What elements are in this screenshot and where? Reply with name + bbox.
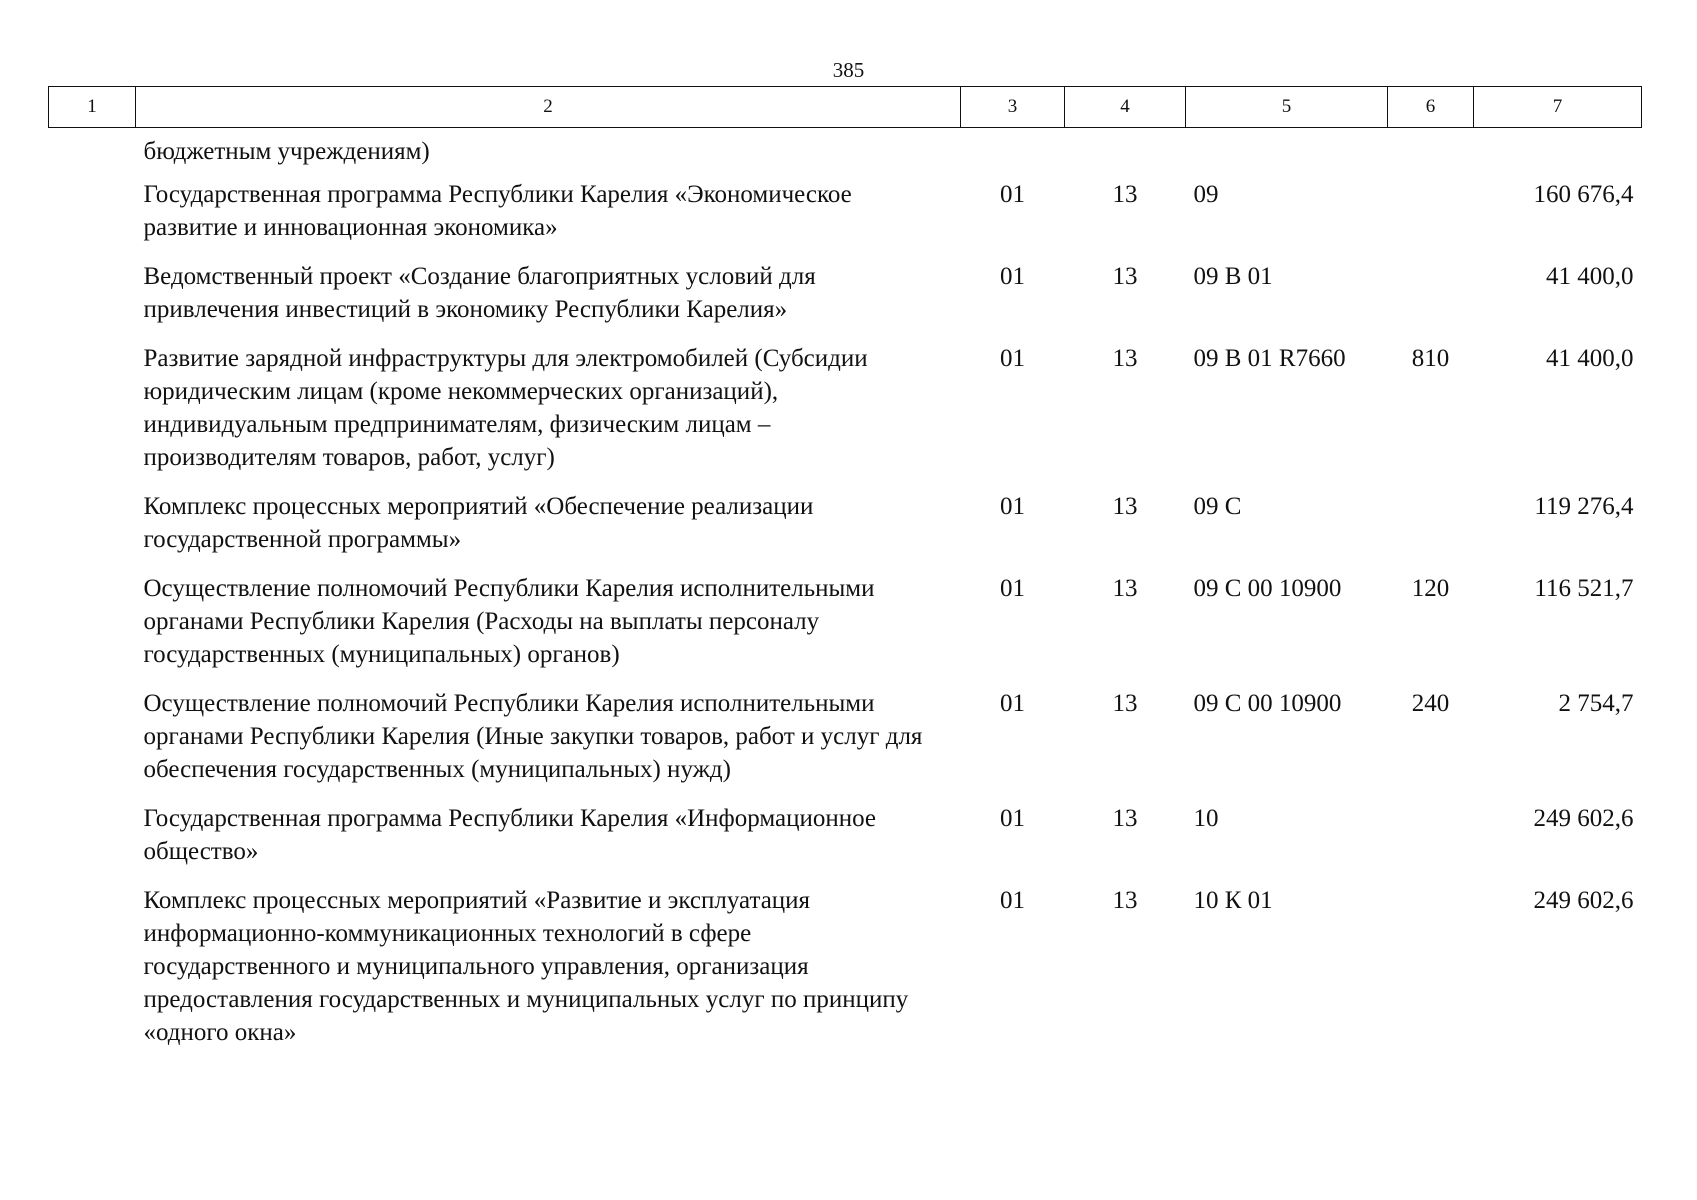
target-article-cell: 09 bbox=[1193, 181, 1219, 208]
expense-name-cell: Осуществление полномочий Республики Карелия исполнительными органами Республики Карелия (Расходы на выплаты персоналу государственных (муниципальных) органов) bbox=[143, 575, 875, 668]
amount-cell: 41 400,0 bbox=[1546, 345, 1634, 372]
budget-table bbox=[48, 86, 1642, 1065]
row-index-cell bbox=[49, 687, 136, 802]
expense-type-cell bbox=[1388, 884, 1474, 1065]
amount-cell: 41 400,0 bbox=[1546, 263, 1634, 290]
amount-cell bbox=[1474, 128, 1642, 179]
column-header: 4 bbox=[1065, 87, 1186, 128]
expense-name-cell: Государственная программа Республики Карелия «Экономическое развитие и инновационная экономика» bbox=[143, 181, 852, 241]
table-row bbox=[49, 884, 1642, 1065]
expense-type-cell: 240 bbox=[1411, 690, 1450, 717]
section-cell bbox=[961, 128, 1065, 179]
column-header: 6 bbox=[1388, 87, 1474, 128]
row-index-cell bbox=[49, 572, 136, 687]
target-article-cell: 09 С 00 10900 bbox=[1193, 575, 1342, 602]
expense-name-cell: Государственная программа Республики Карелия «Информационное общество» bbox=[143, 805, 877, 865]
section-cell: 01 bbox=[1000, 263, 1025, 290]
amount-cell: 116 521,7 bbox=[1534, 575, 1634, 602]
target-article-cell: 10 К 01 bbox=[1193, 887, 1273, 914]
expense-type-cell bbox=[1388, 802, 1474, 884]
amount-cell: 160 676,4 bbox=[1533, 181, 1634, 208]
expense-name-cell: Развитие зарядной инфраструктуры для электромобилей (Субсидии юридическим лицам (кроме некоммерческих организаций), индивидуальным предпринимателям, физическим лицам – производителям товаров, работ, услуг) bbox=[143, 345, 868, 471]
section-cell: 01 bbox=[1000, 575, 1025, 602]
subsection-cell: 13 bbox=[1112, 181, 1138, 208]
expense-name-cell: Комплекс процессных мероприятий «Обеспечение реализации государственной программы» bbox=[143, 493, 814, 553]
expense-name-cell: бюджетным учреждениям) bbox=[143, 138, 430, 165]
subsection-cell: 13 bbox=[1112, 887, 1138, 914]
target-article-cell: 09 С bbox=[1193, 493, 1242, 520]
table-row bbox=[49, 687, 1642, 802]
column-header: 7 bbox=[1474, 87, 1642, 128]
row-index-cell bbox=[49, 490, 136, 572]
subsection-cell: 13 bbox=[1112, 805, 1138, 832]
subsection-cell: 13 bbox=[1112, 345, 1138, 372]
table-row bbox=[49, 342, 1642, 490]
target-article-cell: 09 В 01 R7660 bbox=[1193, 345, 1346, 372]
column-number-header bbox=[49, 87, 1642, 128]
target-article-cell: 09 В 01 bbox=[1193, 263, 1273, 290]
expense-name-cell: Комплекс процессных мероприятий «Развитие и эксплуатация информационно-коммуникационных технологий в сфере государственного и муниципального управления, организация предоставления государственных и муниципальных услуг по принципу «одного окна» bbox=[143, 887, 909, 1046]
expense-type-cell bbox=[1388, 128, 1474, 179]
section-cell: 01 bbox=[1000, 345, 1025, 372]
page-number: 385 bbox=[832, 58, 865, 82]
target-article-cell: 10 bbox=[1193, 805, 1219, 832]
amount-cell: 2 754,7 bbox=[1558, 690, 1634, 717]
table-row bbox=[49, 178, 1642, 260]
section-cell: 01 bbox=[1000, 690, 1025, 717]
expense-type-cell bbox=[1388, 260, 1474, 342]
row-index-cell bbox=[49, 342, 136, 490]
table-row bbox=[49, 260, 1642, 342]
row-index-cell bbox=[49, 802, 136, 884]
expense-name-cell: Ведомственный проект «Создание благоприятных условий для привлечения инвестиций в экономику Республики Карелия» bbox=[143, 263, 816, 323]
expense-type-cell: 810 bbox=[1411, 345, 1450, 372]
column-header: 1 bbox=[49, 87, 136, 128]
amount-cell: 249 602,6 bbox=[1533, 805, 1634, 832]
row-index-cell bbox=[49, 178, 136, 260]
target-article-cell: 09 С 00 10900 bbox=[1193, 690, 1342, 717]
row-index-cell bbox=[49, 260, 136, 342]
expense-type-cell: 120 bbox=[1411, 575, 1450, 602]
subsection-cell: 13 bbox=[1112, 575, 1138, 602]
table-row bbox=[49, 128, 1642, 179]
expense-type-cell bbox=[1388, 178, 1474, 260]
table-row bbox=[49, 572, 1642, 687]
row-index-cell bbox=[49, 884, 136, 1065]
column-header: 3 bbox=[961, 87, 1065, 128]
section-cell: 01 bbox=[1000, 493, 1025, 520]
column-header: 2 bbox=[136, 87, 961, 128]
row-index-cell bbox=[49, 128, 136, 179]
subsection-cell: 13 bbox=[1112, 493, 1138, 520]
subsection-cell bbox=[1065, 128, 1186, 179]
expense-name-cell: Осуществление полномочий Республики Карелия исполнительными органами Республики Карелия (Иные закупки товаров, работ и услуг для обеспечения государственных (муниципальных) нужд) bbox=[143, 690, 923, 783]
table-row bbox=[49, 490, 1642, 572]
section-cell: 01 bbox=[1000, 181, 1025, 208]
table-row bbox=[49, 802, 1642, 884]
amount-cell: 249 602,6 bbox=[1533, 887, 1634, 914]
subsection-cell: 13 bbox=[1112, 690, 1138, 717]
section-cell: 01 bbox=[1000, 887, 1025, 914]
expense-type-cell bbox=[1388, 490, 1474, 572]
target-article-cell bbox=[1186, 128, 1388, 179]
subsection-cell: 13 bbox=[1112, 263, 1138, 290]
section-cell: 01 bbox=[1000, 805, 1025, 832]
amount-cell: 119 276,4 bbox=[1534, 493, 1634, 520]
column-header: 5 bbox=[1186, 87, 1388, 128]
